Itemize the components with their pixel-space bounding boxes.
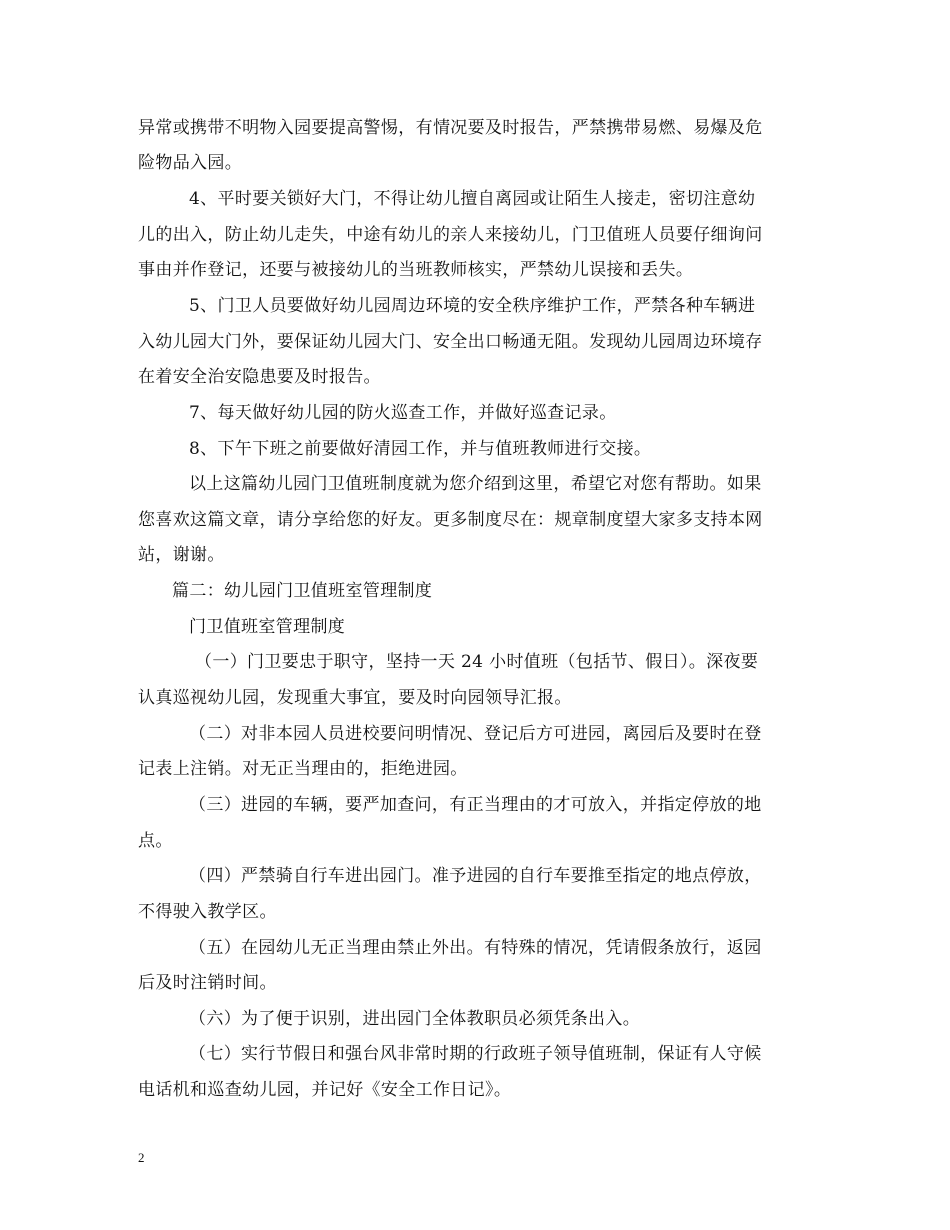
text-line: 8、下午下班之前要做好清园工作，并与值班教师进行交接。 — [189, 439, 652, 459]
text-line: 7、每天做好幼儿园的防火巡查工作，并做好巡查记录。 — [189, 403, 617, 423]
page-number: 2 — [138, 1150, 145, 1165]
text-line: 险物品入园。 — [138, 153, 243, 173]
text-line: 在着安全治安隐患要及时报告。 — [138, 367, 381, 387]
section-title: 门卫值班室管理制度 — [189, 617, 346, 637]
text-line: （一）门卫要忠于职守，坚持一天 24 小时值班（包括节、假日）。深夜要 — [195, 652, 759, 672]
text-line: 儿的出入，防止幼儿走失，中途有幼儿的亲人来接幼儿，门卫值班人员要仔细询问 — [138, 225, 763, 245]
text-line: 认真巡视幼儿园，发现重大事宜，要及时向园领导汇报。 — [138, 688, 572, 708]
text-line: （七）实行节假日和强台风非常时期的行政班子领导值班制，保证有人守候 — [189, 1044, 762, 1064]
text-line: 站，谢谢。 — [138, 545, 225, 565]
text-line: 5、门卫人员要做好幼儿园周边环境的安全秩序维护工作，严禁各种车辆进 — [189, 296, 756, 316]
text-line: 电话机和巡查幼儿园，并记好《安全工作日记》。 — [138, 1080, 512, 1100]
section-heading: 篇二：幼儿园门卫值班室管理制度 — [172, 581, 433, 601]
text-line: 后及时注销时间。 — [138, 973, 277, 993]
text-line: 异常或携带不明物入园要提高警惕，有情况要及时报告，严禁携带易燃、易爆及危 — [138, 118, 763, 138]
text-line: （四）严禁骑自行车进出园门。准予进园的自行车要推至指定的地点停放， — [189, 866, 762, 886]
text-line: 不得驶入教学区。 — [138, 902, 277, 922]
text-line: 以上这篇幼儿园门卫值班制度就为您介绍到这里，希望它对您有帮助。如果 — [189, 474, 762, 494]
text-line: 记表上注销。对无正当理由的，拒绝进园。 — [138, 759, 468, 779]
text-line: 4、平时要关锁好大门，不得让幼儿擅自离园或让陌生人接走，密切注意幼 — [189, 189, 756, 209]
text-line: （六）为了便于识别，进出园门全体教职员必须凭条出入。 — [189, 1009, 641, 1029]
text-line: （二）对非本园人员进校要问明情况、登记后方可进园，离园后及要时在登 — [189, 724, 762, 744]
text-line: （三）进园的车辆，要严加查问，有正当理由的才可放入，并指定停放的地 — [189, 795, 762, 815]
text-line: 事由并作登记，还要与被接幼儿的当班教师核实，严禁幼儿误接和丢失。 — [138, 260, 694, 280]
text-line: 入幼儿园大门外，要保证幼儿园大门、安全出口畅通无阻。发现幼儿园周边环境存 — [138, 332, 763, 352]
text-line: 点。 — [138, 831, 173, 851]
text-line: （五）在园幼儿无正当理由禁止外出。有特殊的情况，凭请假条放行，返园 — [189, 938, 762, 958]
text-line: 您喜欢这篇文章，请分享给您的好友。更多制度尽在：规章制度望大家多支持本网 — [138, 510, 763, 530]
